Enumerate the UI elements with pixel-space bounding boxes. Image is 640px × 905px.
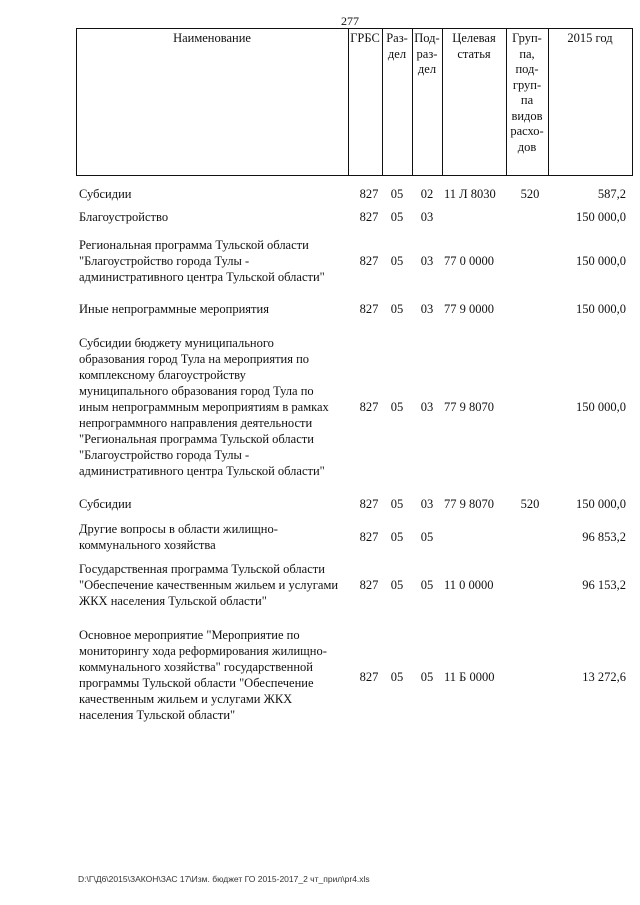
row-grbs: 827 xyxy=(359,400,379,414)
header-grbs: ГРБС xyxy=(350,31,380,45)
row-razdel: 05 xyxy=(390,210,404,224)
row-name: Иные непрограммные мероприятия xyxy=(79,302,269,316)
row-sum: 150 000,0 xyxy=(576,302,626,316)
row-name: Другие вопросы в области жилищно- коммунального хозяйства xyxy=(79,522,278,552)
row-name: Региональная программа Тульской области "Благоустройство города Тулы - административного центра Тульской области" xyxy=(79,238,325,284)
row-grbs: 827 xyxy=(359,210,379,224)
row-celevaya: 11 Б 0000 xyxy=(444,670,495,684)
header-vid-rashodov: Груп- па, под- груп- па видов расхо- дов xyxy=(510,31,544,154)
row-podrazdel: 03 xyxy=(420,254,434,268)
row-razdel: 05 xyxy=(390,497,404,511)
row-grbs: 827 xyxy=(359,578,379,592)
row-razdel: 05 xyxy=(390,400,404,414)
row-podrazdel: 03 xyxy=(420,400,434,414)
row-name: Субсидии бюджету муниципального образования город Тула на мероприятия по комплексному благоустройству муниципального образования город Тула по иным непрограммным мероприятиям в рамках непрограммного направления деятельности "Региональная программа Тульской области "Благоустройство города Тулы - административного центра Тульской области" xyxy=(79,336,329,478)
row-name: Государственная программа Тульской области "Обеспечение качественным жильем и услугами ЖКХ населения Тульской области" xyxy=(79,562,339,608)
row-sum: 150 000,0 xyxy=(576,400,626,414)
row-podrazdel: 03 xyxy=(420,497,434,511)
row-razdel: 05 xyxy=(390,302,404,316)
row-podrazdel: 02 xyxy=(420,187,434,201)
row-celevaya: 11 Л 8030 xyxy=(444,187,496,201)
file-path-footer: D:\Г\Д6\2015\ЗАКОН\ЗАС 17\Изм. бюджет ГО 2015-2017_2 чт_прил\pr4.xls xyxy=(78,874,370,884)
header-celevaya: Целевая статья xyxy=(452,31,496,61)
row-sum: 96 153,2 xyxy=(582,578,626,592)
row-name: Благоустройство xyxy=(79,210,169,224)
row-grbs: 827 xyxy=(359,254,379,268)
row-podrazdel: 05 xyxy=(420,670,434,684)
row-vr: 520 xyxy=(520,497,540,511)
header-razdel: Раз- дел xyxy=(386,31,408,61)
row-grbs: 827 xyxy=(359,530,379,544)
row-grbs: 827 xyxy=(359,302,379,316)
row-razdel: 05 xyxy=(390,187,404,201)
row-podrazdel: 03 xyxy=(420,210,434,224)
row-celevaya: 77 9 8070 xyxy=(444,400,494,414)
row-sum: 587,2 xyxy=(597,187,626,201)
row-razdel: 05 xyxy=(390,578,404,592)
row-celevaya: 11 0 0000 xyxy=(444,578,494,592)
row-sum: 150 000,0 xyxy=(576,254,626,268)
row-sum: 13 272,6 xyxy=(582,670,626,684)
row-razdel: 05 xyxy=(390,530,404,544)
row-celevaya: 77 9 8070 xyxy=(444,497,494,511)
row-celevaya: 77 0 0000 xyxy=(444,254,494,268)
header-podrazdel: Под- раз- дел xyxy=(414,31,440,76)
row-razdel: 05 xyxy=(390,670,404,684)
row-podrazdel: 03 xyxy=(420,302,434,316)
row-grbs: 827 xyxy=(359,497,379,511)
row-grbs: 827 xyxy=(359,187,379,201)
row-name: Субсидии xyxy=(79,497,132,511)
row-name: Субсидии xyxy=(79,187,132,201)
row-razdel: 05 xyxy=(390,254,404,268)
row-podrazdel: 05 xyxy=(420,530,434,544)
row-celevaya: 77 9 0000 xyxy=(444,302,494,316)
row-sum: 96 853,2 xyxy=(582,530,626,544)
row-name: Основное мероприятие "Мероприятие по мониторингу хода реформирования жилищно- коммунального хозяйства" государственной программы Тульской области "Обеспечение качественным жильем и услугами ЖКХ населения Тульской области" xyxy=(79,628,327,722)
row-podrazdel: 05 xyxy=(420,578,434,592)
row-sum: 150 000,0 xyxy=(576,497,626,511)
header-name: Наименование xyxy=(173,31,251,45)
row-vr: 520 xyxy=(520,187,540,201)
header-year: 2015 год xyxy=(567,31,613,45)
page-number: 277 xyxy=(341,14,359,28)
row-grbs: 827 xyxy=(359,670,379,684)
row-sum: 150 000,0 xyxy=(576,210,626,224)
